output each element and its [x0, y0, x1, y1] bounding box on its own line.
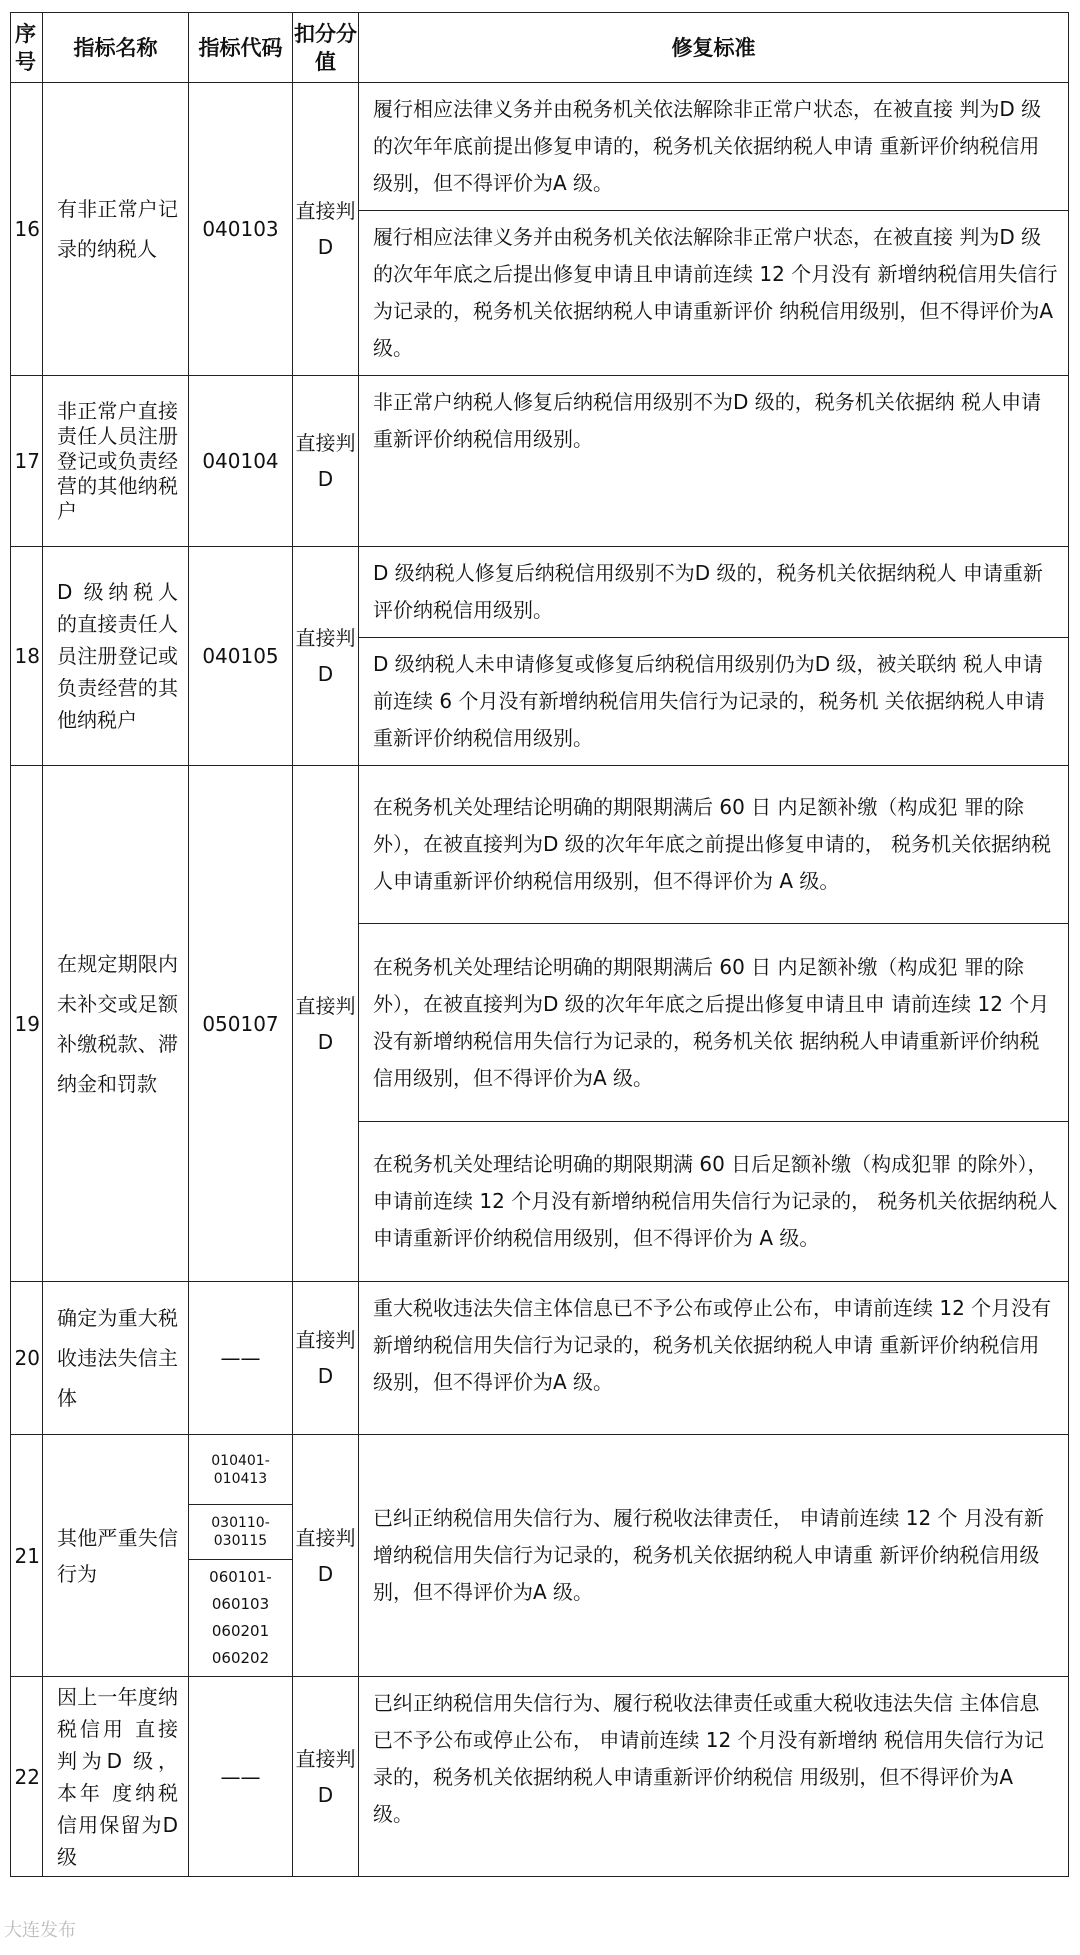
- indicator-name: 因上一年度纳税信用 直接判为D 级，本年 度纳税信用保留为D 级: [43, 1677, 189, 1877]
- indicator-code: ——: [189, 1282, 293, 1435]
- indicator-name: 非正常户直接责任人员注册登记或负责经营的其他纳税户: [43, 376, 189, 547]
- indicator-name: D 级纳税人的直接责任人员注册登记或负责经营的其他纳税户: [43, 547, 189, 766]
- table-row: [11, 1282, 1069, 1435]
- indicator-code-list: [189, 1560, 293, 1677]
- table-row: [11, 1677, 1069, 1877]
- deduction-score: 直接判D: [293, 1435, 359, 1677]
- indicator-name: 确定为重大税收违法失信主体: [43, 1282, 189, 1435]
- table-row: [11, 83, 1069, 211]
- repair-standard: 在税务机关处理结论明确的期限期满后 60 日 内足额补缴（构成犯 罪的除外），在被直接判为D 级的次年年底之前提出修复申请的， 税务机关依据纳税人申请重新评价纳税信用级别，但不得评价为 A 级。: [359, 766, 1069, 924]
- indicator-name: 有非正常户记录的纳税人: [43, 83, 189, 376]
- indicator-code: 060101-060103: [209, 1568, 272, 1613]
- header-code: 指标代码: [189, 13, 293, 83]
- row-num: 17: [11, 376, 43, 547]
- repair-standard: D 级纳税人修复后纳税信用级别不为D 级的，税务机关依据纳税人 申请重新评价纳税信用级别。: [359, 547, 1069, 638]
- table-header-row: [11, 13, 1069, 83]
- indicator-code: 060201: [211, 1622, 270, 1640]
- row-num: 19: [11, 766, 43, 1282]
- table-row: [11, 766, 1069, 924]
- repair-standard: 已纠正纳税信用失信行为、履行税收法律责任， 申请前连续 12 个 月没有新增纳税信用失信行为记录的，税务机关依据纳税人申请重 新评价纳税信用级别，但不得评价为A 级。: [359, 1435, 1069, 1677]
- repair-standard: 非正常户纳税人修复后纳税信用级别不为D 级的，税务机关依据纳 税人申请重新评价纳税信用级别。: [359, 376, 1069, 547]
- repair-standard: 在税务机关处理结论明确的期限期满 60 日后足额补缴（构成犯罪 的除外），申请前连续 12 个月没有新增纳税信用失信行为记录的， 税务机关依据纳税人申请重新评价纳税信用级别，但不得评价为 A 级。: [359, 1122, 1069, 1282]
- indicator-code: 060202: [211, 1649, 270, 1667]
- deduction-score: 直接判D: [293, 766, 359, 1282]
- header-name: 指标名称: [43, 13, 189, 83]
- credit-repair-table: [10, 12, 1069, 1877]
- deduction-score: 直接判D: [293, 547, 359, 766]
- indicator-code: 040103: [189, 83, 293, 376]
- deduction-score: 直接判D: [293, 83, 359, 376]
- repair-standard: 重大税收违法失信主体信息已不予公布或停止公布，申请前连续 12 个月没有新增纳税信用失信行为记录的，税务机关依据纳税人申请 重新评价纳税信用级别，但不得评价为A 级。: [359, 1282, 1069, 1435]
- indicator-code: ——: [189, 1677, 293, 1877]
- repair-standard: 已纠正纳税信用失信行为、履行税收法律责任或重大税收违法失信 主体信息已不予公布或停止公布， 申请前连续 12 个月没有新增纳 税信用失信行为记录的，税务机关依据纳税人申请重新评价纳税信 用级别，但不得评价为A 级。: [359, 1677, 1069, 1877]
- row-num: 21: [11, 1435, 43, 1677]
- row-num: 22: [11, 1677, 43, 1877]
- repair-standard: 履行相应法律义务并由税务机关依法解除非正常户状态，在被直接 判为D 级的次年年底之后提出修复申请且申请前连续 12 个月没有 新增纳税信用失信行为记录的，税务机关依据纳税人申请重新评价 纳税信用级别，但不得评价为A 级。: [359, 211, 1069, 376]
- row-num: 16: [11, 83, 43, 376]
- repair-standard: 履行相应法律义务并由税务机关依法解除非正常户状态，在被直接 判为D 级的次年年底前提出修复申请的，税务机关依据纳税人申请 重新评价纳税信用级别，但不得评价为A 级。: [359, 83, 1069, 211]
- deduction-score: 直接判D: [293, 1282, 359, 1435]
- header-standard: 修复标准: [359, 13, 1069, 83]
- indicator-code: 040105: [189, 547, 293, 766]
- row-num: 20: [11, 1282, 43, 1435]
- indicator-code: 030110-030115: [189, 1505, 293, 1560]
- repair-standard: D 级纳税人未申请修复或修复后纳税信用级别仍为D 级，被关联纳 税人申请前连续 6 个月没有新增纳税信用失信行为记录的，税务机 关依据纳税人申请重新评价纳税信用级别。: [359, 638, 1069, 766]
- indicator-code: 040104: [189, 376, 293, 547]
- row-num: 18: [11, 547, 43, 766]
- indicator-code: 010401-010413: [189, 1435, 293, 1505]
- indicator-name: 其他严重失信行为: [43, 1435, 189, 1677]
- watermark: 大连发布: [4, 1920, 76, 1941]
- indicator-name: 在规定期限内未补交或足额补缴税款、滞纳金和罚款: [43, 766, 189, 1282]
- repair-standard: 在税务机关处理结论明确的期限期满后 60 日 内足额补缴（构成犯 罪的除外），在被直接判为D 级的次年年底之后提出修复申请且申 请前连续 12 个月没有新增纳税信用失信行为记录的，税务机关依 据纳税人申请重新评价纳税信用级别，但不得评价为A 级。: [359, 924, 1069, 1122]
- indicator-code: 050107: [189, 766, 293, 1282]
- deduction-score: 直接判D: [293, 376, 359, 547]
- table-row: [11, 547, 1069, 638]
- table-row: [11, 1435, 1069, 1505]
- table-row: [11, 376, 1069, 547]
- deduction-score: 直接判D: [293, 1677, 359, 1877]
- header-score: 扣分分值: [293, 13, 359, 83]
- header-num: 序号: [11, 13, 43, 83]
